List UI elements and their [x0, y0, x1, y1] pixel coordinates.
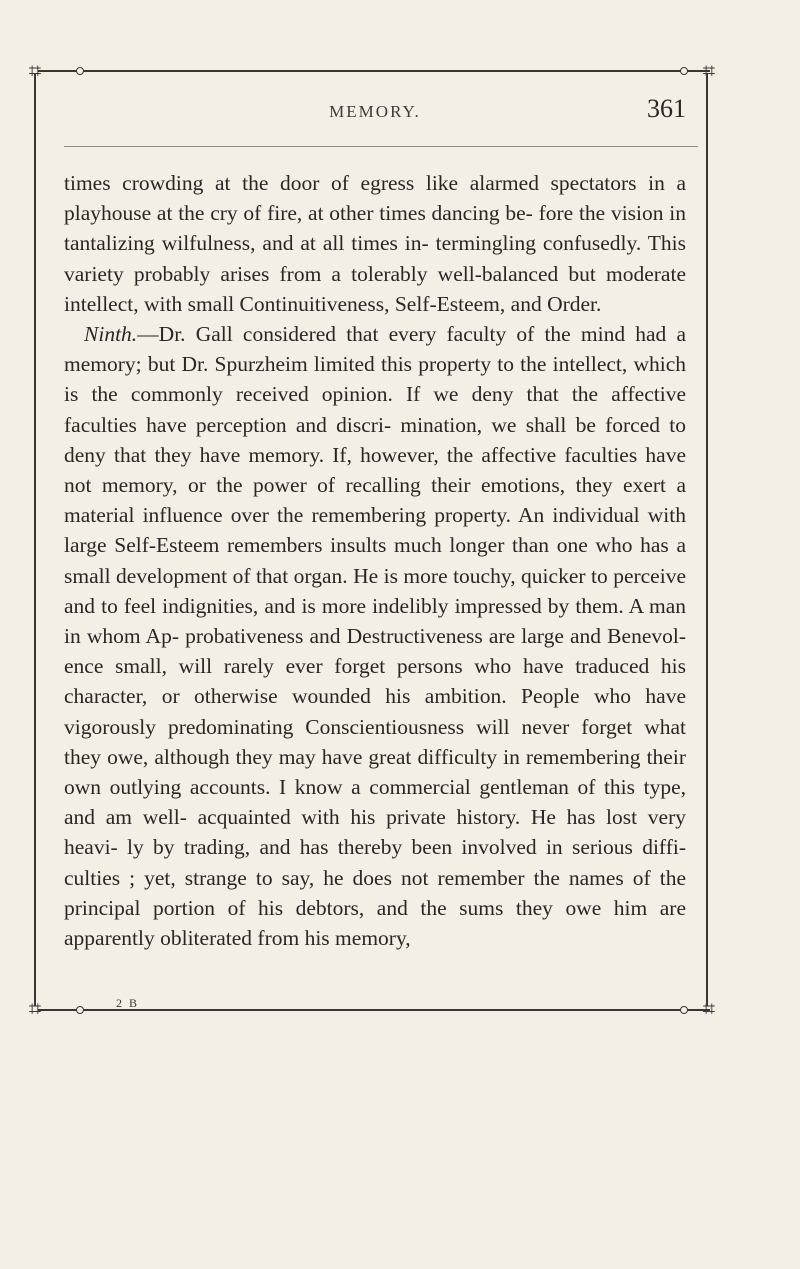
paragraph: times crowding at the door of egress like alarmed spectators in a playhouse at the cry of fire, at other times dancing be- fore the vision in tantalizing wilfulness, and at all times in- termingling confusedly. This variety probably arises from a tolerably well-balanced but moderate intellect, with small Continuitiveness, Self-Esteem, and Order.: [64, 171, 686, 316]
corner-ornament-icon: ⌗: [702, 58, 716, 83]
corner-ornament-icon: ⌗: [702, 996, 716, 1021]
frame-right-rule: [706, 74, 708, 1006]
signature-mark: 2 B: [116, 996, 140, 1010]
running-head: [64, 96, 686, 130]
corner-ornament-icon: ⌗: [28, 996, 42, 1021]
frame-left-rule: [34, 74, 36, 1006]
page-body: [64, 168, 686, 953]
frame-dot-icon: [680, 1006, 688, 1014]
running-title: MEMORY.: [329, 102, 421, 121]
section-lead: Ninth.: [84, 322, 138, 347]
header-divider: [64, 146, 698, 147]
frame-dot-icon: [680, 67, 688, 75]
paragraph-text: —Dr. Gall considered that every faculty of the mind had a memory; but Dr. Spurzheim limited this property to the intellect, which is the commonly received opinion. If we deny that the affective faculties have perception and discri- mination, we shall be forced to deny that they have memory. If, however, the affective faculties have not memory, or the power of recalling their emotions, they exert a material influence over the remembering property. An individual with large Self-Esteem remembers insults much longer than one who has a small development of that organ. He is more touchy, quicker to perceive and to feel indignities, and is more indelibly impressed by them. A man in whom Ap- probativeness and Destructiveness are large and Benevol- ence small, will rarely ever forget persons who have traduced his character, or otherwise wounded his ambition. People who have vigorously predominating Conscientiousness will never forget what they owe, although they may have great difficulty in remembering their own outlying accounts. I know a commercial gentleman of this type, and am well- acquainted with his private history. He has lost very heavi- ly by trading, and has thereby been involved in serious diffi- culties ; yet, strange to say, he does not remember the names of the principal portion of his debtors, and the sums they owe him are apparently obliterated from his memory,: [64, 322, 686, 951]
frame-top-rule: [38, 70, 710, 72]
page-number: 361: [647, 94, 686, 123]
frame-dot-icon: [76, 67, 84, 75]
corner-ornament-icon: ⌗: [28, 58, 42, 83]
paragraph: [64, 319, 686, 953]
frame-dot-icon: [76, 1006, 84, 1014]
